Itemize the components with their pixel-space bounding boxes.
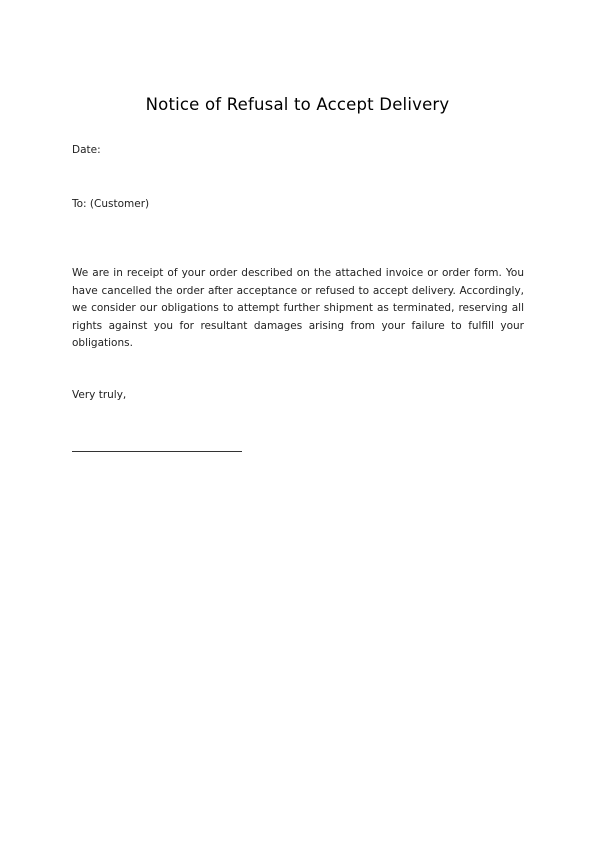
letter-body: We are in receipt of your order described on the attached invoice or order form. You have cancelled the order after acceptance or refused to accept delivery. Accordingly, we consider our obligations to attempt further shipment as terminated, reserving all rights against you for resultant damages arising from your failure to fulfill your obligations. [72,267,524,349]
recipient-field: To: (Customer) [72,198,150,210]
document-title: Notice of Refusal to Accept Delivery [145,95,450,114]
closing-line: Very truly, [72,389,127,401]
date-field: Date: [72,144,101,156]
signature-line [72,451,242,452]
